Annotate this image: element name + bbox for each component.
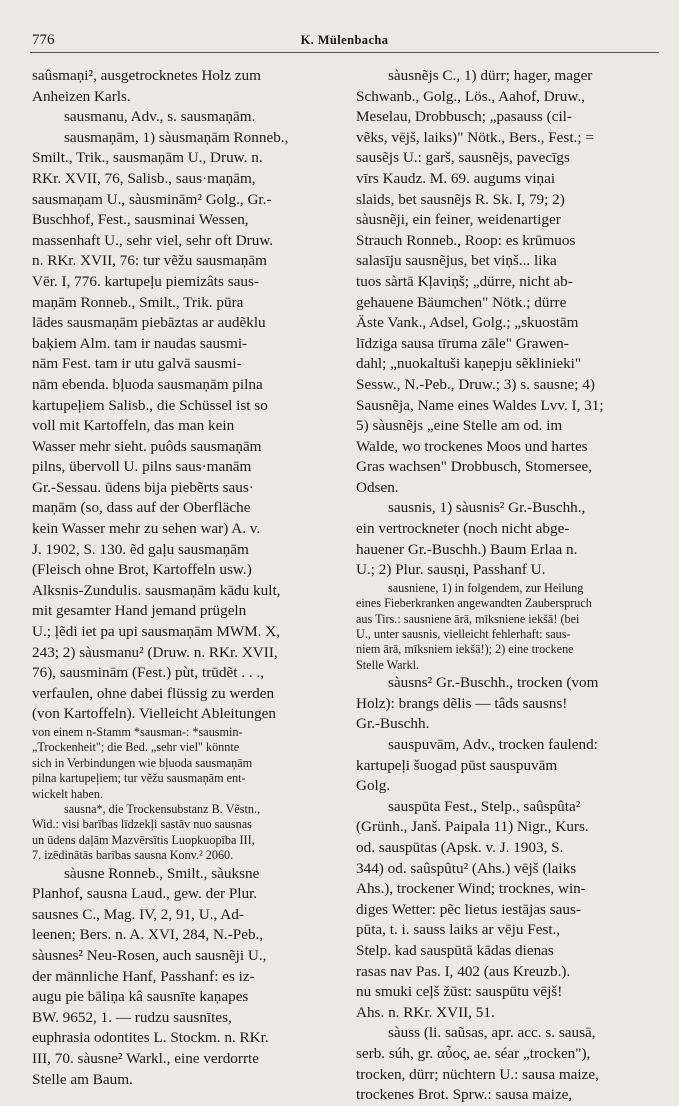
text-line: slaids, bet sausnẽjs R. Sk. I, 79; 2) <box>356 190 565 208</box>
text-line: sausnis, 1) sàusnis² Gr.-Buschh., <box>388 499 586 517</box>
text-line: Wasser mehr sieht. puôds sausmaņām <box>32 437 262 455</box>
text-block <box>32 128 332 725</box>
text-line: U., unter sausnis, vielleicht fehlerhaft: saus- <box>356 627 571 642</box>
text-block <box>356 66 656 581</box>
text-line: 5) sàusnẽjs „eine Stelle am od. im <box>356 417 563 435</box>
text-line: Holz): brangs dẽlis — tâds sausns! <box>356 694 568 712</box>
text-line: nu smuki ceļš žūst: sauspūtu vējš! <box>356 983 563 1001</box>
text-line: 7. izēdinātās barības sausna Konv.² 2060. <box>32 848 234 863</box>
text-line: (Fleisch ohne Brot, Kartoffeln usw.) <box>32 561 252 579</box>
text-line: verfaulen, ohne dabei flüssig zu werden <box>32 684 275 702</box>
text-line: nām Fest. tam ir utu galvā sausmi- <box>32 355 242 373</box>
text-line: sàusns² Gr.-Buschh., trocken (vom <box>388 674 599 692</box>
text-line: 243; 2) sàusmanu² (Druw. n. RKr. XVII, <box>32 643 278 661</box>
text-line: diges Wetter: pẽc lietus iestājas saus- <box>356 900 581 918</box>
text-line: Wid.: visi barības līdzekļi sastāv nuo sausnas <box>32 817 252 832</box>
text-line: vẽks, vējš, laiks)" Nötk., Bers., Fest.; = <box>356 128 594 146</box>
text-line: Golg. <box>356 777 391 795</box>
text-line: sausmaņam U., sàusminām² Golg., Gr.- <box>32 190 272 208</box>
text-line: Sausnẽja, Name eines Waldes Lvv. I, 31; <box>356 396 604 414</box>
text-line: dahl; „nuokaltuši kaņepju sẽklinieki" <box>356 355 582 373</box>
text-line: BW. 9652, 1. — rudzu sausnītes, <box>32 1008 232 1026</box>
text-line: (von Kartoffeln). Vielleicht Ableitungen <box>32 705 276 723</box>
text-line: Buschhof, Fest., sausminai Wessen, <box>32 211 249 229</box>
text-line: un ūdens daļām Mazvērsītis Luopkuopība III, <box>32 832 255 847</box>
text-line: vīrs Kaudz. M. 69. augums viņai <box>356 169 556 187</box>
text-line: Stelle Warkl. <box>356 657 420 672</box>
text-line: hauener Gr.-Buschh.) Baum Erlaa n. <box>356 540 578 558</box>
text-line: baķiem Alm. tam ir naudas sausmi- <box>32 334 248 352</box>
text-line: sausmanu, Adv., s. sausmaņām. <box>64 108 256 126</box>
text-line: euphrasia odontites L. Stockm. n. RKr. <box>32 1029 269 1047</box>
text-line: Meselau, Drobbusch; „pasauss (cil- <box>356 108 572 126</box>
text-block <box>356 673 656 1105</box>
text-line: Gr.-Buschh. <box>356 715 430 733</box>
text-line: sàusne Ronneb., Smilt., sàuksne <box>64 864 260 882</box>
text-line: von einem n-Stamm *sausman-: *sausmin- <box>32 725 243 739</box>
text-block <box>32 864 332 1091</box>
text-line: Ahs.), trockener Wind; trocknes, win- <box>356 880 586 898</box>
text-line: Schwanb., Golg., Lös., Aahof, Druw., <box>356 87 585 105</box>
page-header <box>30 30 659 53</box>
text-line: massenhaft U., sehr viel, sehr oft Druw. <box>32 231 274 249</box>
text-line: Äste Vank., Adsel, Golg.; „skuostām <box>356 314 579 332</box>
text-line: n. RKr. XVII, 76: tur vẽžu sausmaņām <box>32 252 267 270</box>
text-line: Gras wachsen" Drobbusch, Stomersee, <box>356 458 593 476</box>
text-block <box>32 725 332 864</box>
text-line: Sessw., N.-Peb., Druw.; 3) s. sausne; 4) <box>356 375 595 393</box>
text-line: maņām Ronneb., Smilt., Trik. pūra <box>32 293 244 311</box>
text-line: augu pie bāliņa kâ sausnīte kaņapes <box>32 988 249 1006</box>
text-block <box>356 581 656 673</box>
text-line: salasīju sausnẽjus, bet viņš... lika <box>356 252 557 270</box>
text-line: leenen; Bers. n. A. XVI, 284, N.-Peb., <box>32 926 264 944</box>
text-line: sàusnẽjs C., 1) dürr; hager, mager <box>388 67 593 84</box>
text-line: kartupeļi šuogad pūst sauspuvām <box>356 756 558 774</box>
text-line: Alksnis-Zundulis. sausmaņām kādu kult, <box>32 581 281 599</box>
text-line: Walde, wo trockenes Moos und hartes <box>356 437 588 455</box>
right-column <box>356 66 656 1106</box>
text-line: trocken, dürr; nüchtern U.: sausa maize, <box>356 1065 599 1083</box>
text-line: Smilt., Trik., sausmaņām U., Druw. n. <box>32 149 263 167</box>
text-line: sich in Verbindungen wie bļuoda sausmaņām <box>32 755 253 770</box>
text-line: 76), sausminām (Fest.) pùt, trūdẽt . . ., <box>32 664 265 682</box>
text-line: eines Fieberkranken angewandten Zauberspruch <box>356 596 592 611</box>
text-line: pilns, übervoll U. pilns saus·manām <box>32 458 252 476</box>
text-line: 344) od. saûspûtu² (Ahs.) vējš (laiks <box>356 859 577 877</box>
text-line: serb. súh, gr. αὖος, ae. séar „trocken"), <box>356 1044 591 1062</box>
text-line: mit gesamter Hand jemand prügeln <box>32 602 247 620</box>
text-line: trockenes Brot. Sprw.: sausa maize, <box>356 1086 573 1104</box>
text-line: niem ārā, mīksniem iekšā!); 2) eine trockene <box>356 642 574 657</box>
text-line: sàusnẽji, ein feiner, weidenartiger <box>356 211 561 229</box>
text-line: Anheizen Karls. <box>32 87 131 105</box>
text-line: Stelp. kad sauspūtā kādas dienas <box>356 942 554 959</box>
text-line: III, 70. sàusne² Warkl., eine verdorrte <box>32 1050 259 1067</box>
text-line: Planhof, sausna Laud., gew. der Plur. <box>32 885 258 903</box>
text-line: Odsen. <box>356 478 399 496</box>
text-line: „Trockenheit"; die Bed. „sehr viel" könnte <box>32 740 240 755</box>
text-line: Gr.-Sessau. ūdens bija piebẽrts saus· <box>32 478 254 496</box>
text-line: wickelt haben. <box>32 786 104 801</box>
text-line: pilna kartupeļiem; tur vẽžu sausmaņām ent- <box>32 771 246 786</box>
text-line: lādes sausmaņām piebāztas ar audẽklu <box>32 314 266 332</box>
text-line: tuos sàrtā Kļaviņš; „dürre, nicht ab- <box>356 272 573 290</box>
text-line: Strauch Ronneb., Roop: es krūmuos <box>356 231 576 249</box>
text-line: sauspūta Fest., Stelp., saûspûta² <box>388 797 581 815</box>
text-line: pūta, t. i. sauss laiks ar vēju Fest., <box>356 921 561 939</box>
text-line: sausnes C., Mag. IV, 2, 91, U., Ad- <box>32 905 244 923</box>
text-line: voll mit Kartoffeln, das man kein <box>32 417 235 435</box>
page-number: 776 <box>32 32 55 48</box>
text-line: U.; 2) Plur. sausņi, Passhanf U. <box>356 561 546 579</box>
text-line: (Grünh., Janš. Paipala 11) Nigr., Kurs. <box>356 818 589 836</box>
text-line: kein Wasser mehr zu sehen war) A. v. <box>32 520 261 538</box>
running-head: K. Mülenbacha <box>300 33 389 47</box>
text-block <box>32 66 332 107</box>
text-line: maņām (so, dass auf der Oberfläche <box>32 499 251 517</box>
text-line: saûsmaņi², ausgetrocknetes Holz zum <box>32 67 261 84</box>
text-line: aus Tirs.: sausniene ārā, mīksniene iekšā! (bei <box>356 611 580 626</box>
text-line: rasas nav Pas. I, 402 (aus Kreuzb.). <box>356 962 571 980</box>
text-line: od. sauspūtas (Apsk. v. J. 1903, S. <box>356 839 564 857</box>
text-line: sausniene, 1) in folgendem, zur Heilung <box>388 580 584 595</box>
text-line: J. 1902, S. 130. ẽd gaļu sausmaņām <box>32 540 249 558</box>
text-line: sausna*, die Trockensubstanz B. Vẽstn., <box>64 802 261 817</box>
text-line: sauspuvām, Adv., trocken faulend: <box>388 736 598 754</box>
text-line: ein vertrockneter (noch nicht abge- <box>356 520 570 538</box>
left-column <box>32 66 332 1090</box>
text-line: kartupeļiem Salisb., die Schüssel ist so <box>32 396 268 414</box>
text-line: gehauene Bäumchen" Nötk.; dürre <box>356 293 567 311</box>
text-line: sàuss (li. saũsas, apr. acc. s. sausā, <box>388 1024 596 1042</box>
text-line: nām ebenda. bļuoda sausmaņām pilna <box>32 375 263 393</box>
text-line: sausẽjs U.: garš, sausnẽjs, pavecīgs <box>356 149 570 167</box>
text-line: līdziga sausa tīruma zāle" Grawen- <box>356 334 569 352</box>
text-line: sausmaņām, 1) sàusmaņām Ronneb., <box>64 128 289 146</box>
text-block <box>32 107 332 128</box>
text-line: der männliche Hanf, Passhanf: es iz- <box>32 967 255 985</box>
text-line: Stelle am Baum. <box>32 1070 133 1088</box>
text-line: sàusnes² Neu-Rosen, auch sausnẽji U., <box>32 947 267 965</box>
text-line: Vēr. I, 776. kartupeļu piemizâts saus- <box>32 272 259 290</box>
text-line: RKr. XVII, 76, Salisb., saus·maņām, <box>32 169 256 187</box>
text-line: U.; ļẽdi iet pa upi sausmaņām MWM. X, <box>32 623 281 641</box>
text-line: Ahs. n. RKr. XVII, 51. <box>356 1003 495 1021</box>
